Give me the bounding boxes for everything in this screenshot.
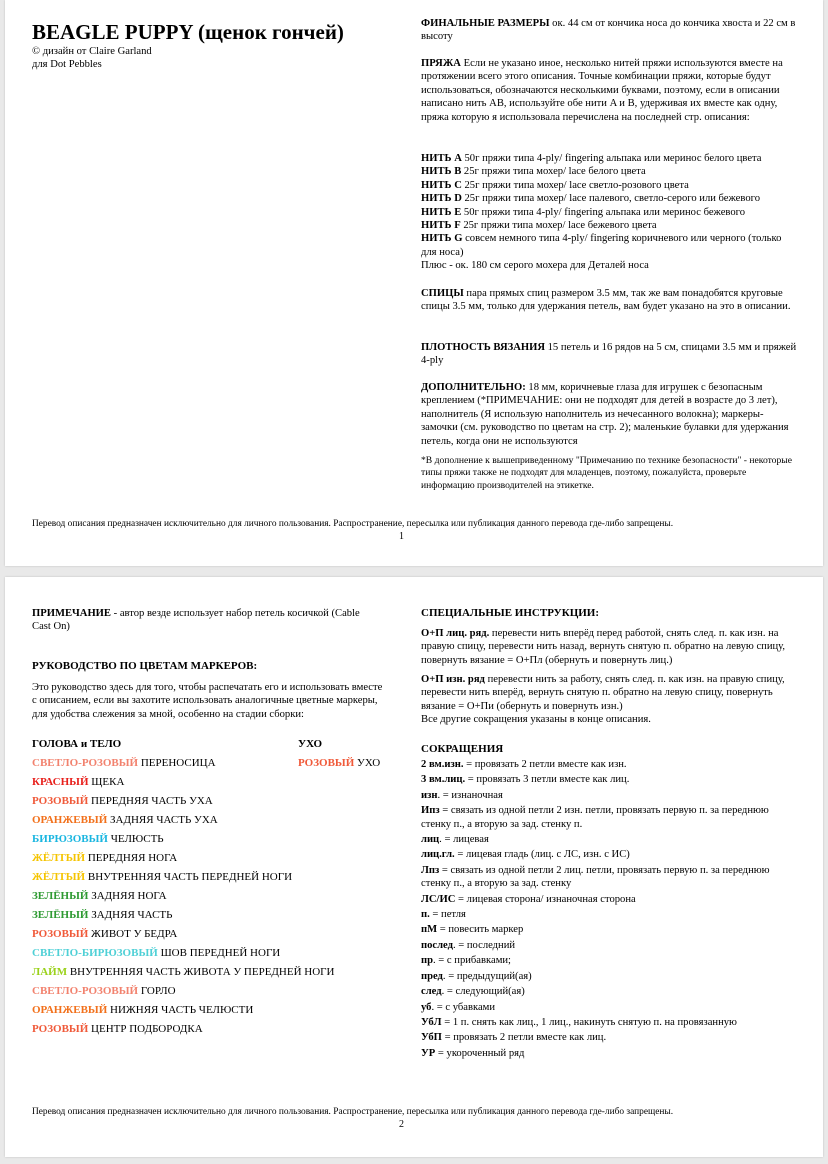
thread-label: НИТЬ F (421, 220, 461, 232)
abbreviation-item (421, 1031, 799, 1044)
ear-marker-row (298, 756, 380, 770)
abbreviation-item (421, 833, 799, 846)
marker-color-name: ЛАЙМ (32, 966, 68, 978)
marker-part: ЖИВОТ У БЕДРА (88, 928, 178, 940)
marker-color-name: БИРЮЗОВЫЙ (32, 833, 108, 845)
abbreviation-item (421, 893, 799, 906)
marker-part: УХО (354, 757, 381, 769)
marker-row (32, 851, 177, 865)
other-abbreviations-note: Все другие сокращения указаны в конце описания. (421, 714, 651, 726)
marker-part: ЦЕНТР ПОДБОРОДКА (88, 1023, 203, 1035)
abbreviation-term: 2 вм.изн. (421, 759, 464, 770)
abbreviation-term: УР (421, 1047, 436, 1059)
abbreviation-item (421, 1047, 799, 1060)
marker-guide-text: Это руководство здесь для того, чтобы распечатать его и использовать вместе с описанием, если вы захотите использовать аналогичные цветные маркеры, для удобства слежения за мной, особенно на стадии сборки: (32, 682, 383, 720)
thread-label: НИТЬ А (421, 153, 462, 164)
marker-row (32, 927, 177, 941)
marker-color-name: ОРАНЖЕВЫЙ (32, 814, 108, 826)
abbreviation-term: УбП (421, 1032, 442, 1044)
abbreviation-term: Лпз (421, 864, 440, 876)
cast-on-note (32, 607, 377, 634)
abbreviation-item (421, 954, 799, 967)
marker-part: ПЕРЕНОСИЦА (138, 757, 216, 769)
extras-section (421, 381, 799, 448)
thread-item (421, 152, 806, 165)
thread-text: 25г пряжи типа мохер/ lace светло-розового цвета (461, 179, 689, 191)
marker-color-name: РОЗОВЫЙ (298, 757, 355, 769)
abbreviation-term: лиц.гл. (421, 849, 455, 861)
marker-part: ШОВ ПЕРЕДНЕЙ НОГИ (157, 947, 281, 959)
thread-item (421, 219, 806, 232)
abbreviation-item (421, 804, 799, 831)
abbreviation-definition: . = следующий(ая) (441, 986, 525, 998)
abbreviation-term: п. (421, 909, 430, 921)
pattern-title: BEAGLE PUPPY (щенок гончей) (32, 20, 344, 44)
yarn-section (421, 57, 799, 124)
marker-part: ПЕРЕДНЯЯ ЧАСТЬ УХА (88, 795, 213, 807)
gauge-label: ПЛОТНОСТЬ ВЯЗАНИЯ (421, 342, 545, 353)
abbreviation-term: пМ (421, 924, 438, 936)
ear-heading: УХО (298, 738, 323, 750)
marker-part: ЧЕЛЮСТЬ (108, 833, 164, 845)
wrap-turn-purl-text: перевести нить за работу, снять след. п. как изн. на правую спицу, перевести нить вперёд, вернуть снятую п. обратно на левую спицу, повернуть вязание = О+Пи (обернуть и повернуть изн.) (421, 674, 785, 712)
page-number: 2 (399, 1119, 404, 1130)
abbreviation-definition: . = предыдущий(ая) (442, 970, 532, 982)
note-text: - автор везде использует набор петель косичкой (Cable Cast On) (32, 608, 360, 633)
page-2 (5, 577, 823, 1157)
special-instructions-heading: СПЕЦИАЛЬНЫЕ ИНСТРУКЦИИ: (421, 607, 600, 619)
marker-part: ВНУТРЕННЯЯ ЧАСТЬ ПЕРЕДНЕЙ НОГИ (85, 871, 293, 883)
thread-label: НИТЬ E (421, 206, 462, 218)
thread-label: НИТЬ G (421, 233, 463, 245)
abbreviation-item (421, 970, 799, 983)
marker-color-name: СВЕТЛО-БИРЮЗОВЫЙ (32, 947, 158, 959)
thread-list (421, 152, 806, 273)
abbreviation-term: пред (421, 970, 443, 982)
marker-color-name: КРАСНЫЙ (32, 776, 89, 788)
abbreviation-definition: . = последний (452, 939, 516, 951)
marker-color-name: РОЗОВЫЙ (32, 795, 89, 807)
abbreviation-term: УбЛ (421, 1016, 442, 1028)
abbreviation-definition: . = с прибавками; (433, 955, 512, 967)
abbreviation-definition: = провязать 2 петли вместе как изн. (463, 759, 627, 770)
marker-part: ЗАДНЯЯ ЧАСТЬ (88, 909, 173, 921)
abbreviation-term: лиц (421, 834, 440, 846)
marker-row (32, 775, 124, 789)
abbreviation-item (421, 848, 799, 861)
abbreviation-item (421, 789, 799, 802)
abbreviations-heading: СОКРАЩЕНИЯ (421, 743, 504, 755)
marker-guide-heading: РУКОВОДСТВО ПО ЦВЕТАМ МАРКЕРОВ: (32, 660, 258, 672)
abbreviation-term: послед (421, 939, 453, 951)
abbreviation-term: 3 вм.лиц. (421, 774, 466, 786)
final-sizes (421, 17, 799, 44)
extras-text: 18 мм, коричневые глаза для игрушек с безопасным креплением (*ПРИМЕЧАНИЕ: они не подходят для детей в возрасте до 3 лет), наполнитель (Я использую наполнитель из нечесанного волокна); маркеры-замочки (см. руководство по цветам на стр. 2); маленькие булавки для удержания петель, когда они не используются (421, 382, 789, 447)
sizes-text: ок. 44 см от кончика носа до кончика хвоста и 22 см в высоту (421, 18, 796, 43)
plus-note: Плюс - ок. 180 см серого мохера для Деталей носа (421, 260, 649, 272)
marker-part: ВНУТРЕННЯЯ ЧАСТЬ ЖИВОТА У ПЕРЕДНЕЙ НОГИ (67, 966, 335, 978)
wrap-turn-knit-label: О+П лиц. ряд. (421, 628, 490, 639)
abbreviation-item (421, 1001, 799, 1014)
abbreviation-item (421, 864, 799, 891)
abbreviation-definition: = связать из одной петли 2 лиц. петли, провязать первую п. за переднюю стенку п., а вторую за зад. стенку (421, 864, 770, 890)
abbreviation-term: Ипз (421, 805, 440, 817)
marker-part: ЗАДНЯЯ ЧАСТЬ УХА (107, 814, 218, 826)
safety-note: *В дополнение к вышеприведенному "Примечанию по технике безопасности" - некоторые типы пряжи также не подходят для младенцев, поэтому, пожалуйста, проверьте информацию производителей на этикетке. (421, 455, 792, 491)
wrap-turn-knit (421, 627, 799, 667)
thread-text: 50г пряжи типа 4-ply/ fingering альпака или меринос бежевого (461, 206, 746, 218)
thread-text: совсем немного типа 4-ply/ fingering коричневого или черного (только для носа) (421, 233, 782, 258)
thread-item (421, 179, 806, 192)
abbreviation-item (421, 908, 799, 921)
abbreviation-item (421, 939, 799, 952)
sizes-label: ФИНАЛЬНЫЕ РАЗМЕРЫ (421, 18, 550, 29)
needles-text: пара прямых спиц размером 3.5 мм, так же вам понадобятся круговые спицы 3.5 мм, только для удержания петель, вам будет указано на это в описании. (421, 288, 791, 313)
thread-label: НИТЬ B (421, 166, 462, 178)
extras-label: ДОПОЛНИТЕЛЬНО: (421, 382, 526, 393)
abbreviation-definition: = провязать 3 петли вместе как лиц. (465, 774, 630, 786)
thread-text: 25г пряжи типа мохер/ lace бежевого цвета (460, 220, 657, 232)
abbreviation-definition: = укороченный ряд (435, 1047, 525, 1059)
yarn-label: ПРЯЖА (421, 58, 461, 69)
marker-color-name: ОРАНЖЕВЫЙ (32, 1004, 108, 1016)
footer-disclaimer: Перевод описания предназначен исключительно для личного пользования. Распространение, пересылка или публикация данного перевода где-либо запрещены. (32, 519, 674, 529)
abbreviation-definition: = провязать 2 петли вместе как лиц. (441, 1032, 607, 1044)
page-1 (5, 0, 823, 566)
marker-color-name: СВЕТЛО-РОЗОВЫЙ (32, 985, 139, 997)
abbreviation-definition: . = изнаночная (437, 789, 503, 801)
footer-disclaimer: Перевод описания предназначен исключительно для личного пользования. Распространение, пересылка или публикация данного перевода где-либо запрещены. (32, 1107, 674, 1117)
abbreviations-list (421, 758, 799, 1062)
needles-section (421, 287, 799, 314)
abbreviation-definition: = повесить маркер (437, 924, 524, 936)
designer-credit: © дизайн от Claire Garland (32, 46, 152, 57)
marker-color-name: ЗЕЛЁНЫЙ (32, 909, 89, 921)
abbreviation-definition: = 1 п. снять как лиц., 1 лиц., накинуть снятую п. на провязанную (441, 1016, 737, 1028)
abbreviation-item (421, 985, 799, 998)
abbreviation-term: пр (421, 955, 433, 967)
yarn-text: Если не указано иное, несколько нитей пряжи используются вместе на протяжении всего этого описания. Точные комбинации пряжи, которые будут использоваться, обозначаются несколькими буквами, поэтому, если в описании написано нить AB, используйте обе нити A и B, удерживая их вместе как одну, пряжа которую я использовала перечислена на последней стр. описания: (421, 58, 783, 123)
abbreviation-definition: . = с убавками (431, 1001, 496, 1013)
thread-label: НИТЬ D (421, 193, 462, 205)
abbreviation-term: ЛС/ИС (421, 893, 456, 905)
marker-part: ЗАДНЯЯ НОГА (88, 890, 167, 902)
abbreviation-term: уб (421, 1001, 432, 1013)
abbreviation-definition: . = лицевая (439, 834, 489, 846)
wrap-turn-purl (421, 673, 799, 727)
thread-text: 50г пряжи типа 4-ply/ fingering альпака или меринос белого цвета (461, 153, 762, 164)
page-number: 1 (399, 531, 404, 542)
gauge-text: 15 петель и 16 рядов на 5 см, спицами 3.5 мм и пряжей 4-ply (421, 342, 797, 367)
abbreviation-definition: = связать из одной петли 2 изн. петли, провязать первую п. за переднюю стенку п., а вторую за зад. стенку п. (421, 805, 769, 830)
marker-color-name: РОЗОВЫЙ (32, 928, 89, 940)
thread-item (421, 232, 796, 259)
abbreviation-item (421, 923, 799, 936)
marker-part: ПЕРЕДНЯЯ НОГА (85, 852, 178, 864)
wrap-turn-purl-label: О+П изн. ряд (421, 674, 485, 685)
marker-row (32, 756, 216, 770)
abbreviation-item (421, 773, 799, 786)
marker-row (32, 946, 280, 960)
note-label: ПРИМЕЧАНИЕ (32, 608, 111, 619)
abbreviation-item (421, 758, 799, 771)
abbreviation-term: изн (421, 789, 438, 801)
marker-row (32, 794, 213, 808)
marker-color-name: ЖЁЛТЫЙ (32, 871, 86, 883)
marker-row (32, 889, 167, 903)
head-body-heading: ГОЛОВА и ТЕЛО (32, 738, 122, 750)
marker-color-name: СВЕТЛО-РОЗОВЫЙ (32, 757, 139, 769)
marker-color-name: ЗЕЛЁНЫЙ (32, 890, 89, 902)
thread-item (421, 206, 806, 219)
marker-row (32, 984, 176, 998)
marker-row (32, 965, 334, 979)
marker-row (32, 813, 218, 827)
marker-row (32, 1022, 203, 1036)
publisher-credit: для Dot Pebbles (32, 59, 102, 70)
needles-label: СПИЦЫ (421, 288, 464, 299)
marker-row (32, 1003, 253, 1017)
thread-label: НИТЬ C (421, 179, 462, 191)
abbreviation-definition: = лицевая сторона/ изнаночная сторона (455, 893, 636, 905)
abbreviation-item (421, 1016, 799, 1029)
marker-row (32, 908, 172, 922)
thread-text: 25г пряжи типа мохер/ lace белого цвета (461, 166, 646, 178)
gauge-section (421, 341, 801, 368)
marker-part: ЩЕКА (88, 776, 125, 788)
abbreviation-term: след (421, 986, 442, 998)
thread-text: 25г пряжи типа мохер/ lace палевого, светло-серого или бежевого (461, 193, 760, 205)
abbreviation-definition: = лицевая гладь (лиц. с ЛС, изн. с ИС) (454, 849, 630, 861)
marker-row (32, 832, 164, 846)
marker-color-name: ЖЁЛТЫЙ (32, 852, 86, 864)
marker-part: ГОРЛО (138, 985, 176, 997)
marker-row (32, 870, 292, 884)
abbreviation-definition: = петля (429, 909, 466, 921)
thread-item (421, 192, 806, 205)
marker-part: НИЖНЯЯ ЧАСТЬ ЧЕЛЮСТИ (107, 1004, 254, 1016)
thread-item (421, 165, 806, 178)
marker-color-name: РОЗОВЫЙ (32, 1023, 89, 1035)
wrap-turn-knit-text: перевести нить вперёд перед работой, снять след. п. как изн. на правую спицу, перевести нить назад, вернуть снятую п. обратно на левую спицу, повернуть вязание = О+Пл (обернуть и повернуть лиц.) (421, 628, 786, 666)
